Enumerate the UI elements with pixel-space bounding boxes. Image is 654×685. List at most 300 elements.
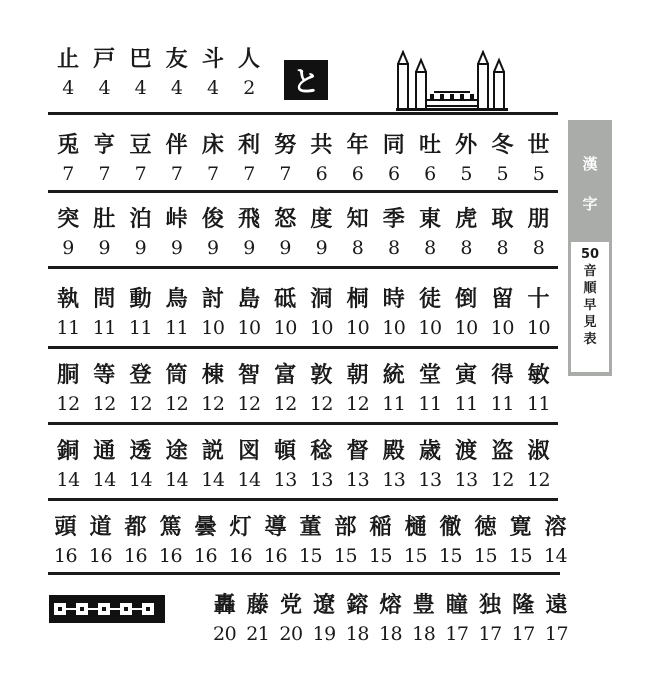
kanji: 外	[455, 132, 478, 158]
stroke-count: 10	[418, 317, 442, 339]
stroke-count: 9	[279, 237, 292, 259]
divider	[48, 422, 558, 425]
kanji-cell	[50, 438, 86, 492]
stroke-count: 16	[123, 545, 148, 567]
kanji: 敦	[310, 362, 333, 388]
kanji-cell	[303, 132, 339, 186]
kanji: 同	[382, 132, 405, 158]
side-tab-subtitle	[571, 242, 609, 372]
kanji-cell	[484, 362, 520, 416]
kanji-cell	[195, 132, 231, 186]
kanji-row	[208, 592, 573, 646]
kanji: 稲	[369, 514, 392, 540]
kanji-cell	[507, 592, 540, 646]
side-index-tab	[568, 120, 612, 376]
stroke-count: 9	[62, 237, 74, 259]
kanji: 取	[491, 206, 514, 232]
stroke-count: 11	[56, 317, 80, 339]
kanji: 寅	[455, 362, 478, 388]
kanji: 動	[129, 286, 152, 312]
stroke-count: 20	[213, 623, 237, 645]
kanji: 得	[491, 362, 514, 388]
stroke-count: 7	[207, 163, 219, 185]
kanji: 篤	[159, 514, 182, 540]
kanji: 世	[527, 132, 550, 158]
kanji: 朝	[346, 362, 369, 388]
kanji: 鎔	[346, 592, 369, 618]
divider	[48, 346, 558, 349]
kanji-cell	[50, 286, 86, 340]
kanji-cell	[86, 362, 122, 416]
kanji: 棟	[201, 362, 224, 388]
stroke-count: 16	[263, 545, 288, 567]
kanji-cell	[303, 206, 339, 260]
kanji: 淑	[527, 438, 550, 464]
kanji: 執	[57, 286, 80, 312]
stroke-count: 6	[387, 163, 400, 185]
kanji-cell	[231, 286, 267, 340]
kanji-cell	[448, 286, 484, 340]
kanji-row	[50, 438, 557, 492]
kanji: 友	[165, 46, 188, 72]
kanji-cell	[267, 286, 303, 340]
kanji-cell	[412, 206, 448, 260]
stroke-count: 15	[438, 545, 463, 567]
stroke-count: 8	[351, 237, 364, 259]
side-tab-sub-char: 早	[583, 298, 597, 313]
kanji-cell	[341, 592, 374, 646]
side-tab-sub-char: 50	[580, 247, 600, 262]
stroke-count: 12	[92, 393, 116, 415]
divider	[48, 190, 558, 193]
kanji-cell	[484, 438, 520, 492]
stroke-count: 17	[445, 623, 469, 645]
stroke-count: 21	[246, 623, 270, 645]
kanji: 東	[418, 206, 441, 232]
stroke-count: 7	[98, 163, 111, 185]
kanji: 智	[238, 362, 261, 388]
kanji-cell	[412, 132, 448, 186]
kanji: 遠	[545, 592, 568, 618]
stroke-count: 17	[478, 623, 502, 645]
kanji-cell	[50, 46, 86, 100]
kanji-cell	[303, 286, 339, 340]
kanji: 寛	[509, 514, 532, 540]
stroke-count: 16	[53, 545, 78, 567]
kanji-cell	[159, 46, 195, 100]
kanji-cell	[122, 132, 158, 186]
stroke-count: 9	[315, 237, 328, 259]
kanji-cell	[538, 514, 573, 568]
kanji: 遼	[313, 592, 336, 618]
stroke-count: 7	[170, 163, 183, 185]
stroke-count: 14	[237, 469, 261, 491]
kanji-cell	[267, 438, 303, 492]
kanji: 独	[479, 592, 502, 618]
stroke-count: 19	[312, 623, 336, 645]
stroke-count: 8	[424, 237, 436, 259]
stroke-count: 6	[315, 163, 328, 185]
kanji: 道	[89, 514, 112, 540]
kanji: 突	[57, 206, 80, 232]
side-tab-sub-char: 表	[583, 332, 597, 347]
kanji-row	[50, 206, 557, 260]
stroke-count: 12	[237, 393, 261, 415]
stroke-count: 14	[201, 469, 225, 491]
kanji: 虎	[455, 206, 478, 232]
kanji-cell	[48, 514, 83, 568]
stroke-count: 8	[387, 237, 400, 259]
stroke-count: 14	[128, 469, 153, 491]
kanji-cell	[86, 438, 122, 492]
kanji: 説	[201, 438, 224, 464]
kanji-cell	[86, 206, 122, 260]
kanji-cell	[159, 362, 195, 416]
kanji-cell	[340, 438, 376, 492]
divider	[48, 498, 558, 501]
kanji: 斗	[201, 46, 224, 72]
stroke-count: 18	[378, 623, 403, 645]
kanji-cell	[520, 362, 556, 416]
kanji-cell	[153, 514, 188, 568]
kanji-cell	[86, 132, 122, 186]
stroke-count: 13	[418, 469, 442, 491]
kanji: 部	[334, 514, 357, 540]
stroke-count: 14	[92, 469, 116, 491]
kanji-cell	[484, 132, 520, 186]
kanji-cell	[223, 514, 258, 568]
stroke-count: 15	[368, 545, 393, 567]
kanji-cell	[407, 592, 440, 646]
kanji: 途	[165, 438, 188, 464]
kanji: 胴	[57, 362, 80, 388]
stroke-count: 6	[351, 163, 364, 185]
stroke-count: 17	[544, 623, 569, 645]
kanji-cell	[340, 206, 376, 260]
tower-ornament-icon	[394, 50, 520, 112]
kanji-cell	[308, 592, 341, 646]
kanji-cell	[374, 592, 407, 646]
kanji: 努	[274, 132, 297, 158]
stroke-count: 9	[170, 237, 183, 259]
stroke-count: 2	[243, 77, 255, 99]
kanji-cell	[159, 286, 195, 340]
kanji: 豆	[129, 132, 152, 158]
divider	[48, 572, 560, 575]
kanji-cell	[340, 132, 376, 186]
stroke-count: 4	[98, 77, 111, 99]
kanji: 徳	[474, 514, 497, 540]
stroke-count: 4	[170, 77, 183, 99]
kanji: 知	[346, 206, 369, 232]
stroke-count: 10	[201, 317, 225, 339]
kanji-cell	[208, 592, 241, 646]
kanji: 伴	[165, 132, 188, 158]
kanji-cell	[328, 514, 363, 568]
kanji: 董	[299, 514, 322, 540]
stroke-count: 16	[158, 545, 183, 567]
stroke-count: 11	[92, 317, 116, 339]
kanji-row	[50, 286, 557, 340]
stroke-count: 12	[273, 393, 297, 415]
side-tab-title	[568, 120, 612, 240]
stroke-count: 11	[490, 393, 514, 415]
kanji-cell	[118, 514, 153, 568]
stroke-count: 9	[207, 237, 219, 259]
stroke-count: 11	[165, 317, 189, 339]
lattice-ornament-icon	[48, 594, 166, 624]
kanji: 砥	[274, 286, 297, 312]
kanji: 人	[238, 46, 261, 72]
kanji-cell	[195, 206, 231, 260]
kanji-cell	[520, 438, 556, 492]
stroke-count: 4	[134, 77, 147, 99]
kanji: 筒	[165, 362, 188, 388]
kanji-cell	[398, 514, 433, 568]
stroke-count: 15	[403, 545, 428, 567]
kanji-cell	[50, 132, 86, 186]
kanji-cell	[303, 438, 339, 492]
stroke-count: 13	[382, 469, 406, 491]
stroke-count: 20	[279, 623, 303, 645]
kanji: 頓	[274, 438, 297, 464]
kanji: 島	[238, 286, 261, 312]
divider	[48, 112, 558, 115]
stroke-count: 18	[345, 623, 369, 645]
kanji: 登	[129, 362, 152, 388]
kanji-cell	[448, 438, 484, 492]
stroke-count: 5	[460, 163, 472, 185]
kanji-cell	[484, 206, 520, 260]
stroke-count: 6	[424, 163, 436, 185]
stroke-count: 11	[526, 393, 551, 415]
kanji: 通	[93, 438, 116, 464]
kanji-cell	[231, 362, 267, 416]
stroke-count: 13	[346, 469, 370, 491]
stroke-count: 10	[490, 317, 514, 339]
kanji: 時	[382, 286, 405, 312]
stroke-count: 9	[134, 237, 147, 259]
kanji: 兎	[57, 132, 80, 158]
kanji-cell	[340, 362, 376, 416]
kanji: 床	[201, 132, 224, 158]
kanji: 季	[382, 206, 405, 232]
kanji-cell	[86, 286, 122, 340]
side-tab-title-char: 字	[582, 195, 598, 213]
kanji-cell	[258, 514, 293, 568]
header-chars	[50, 46, 267, 100]
kanji: 峠	[165, 206, 188, 232]
kanji-cell	[376, 286, 412, 340]
kanji-cell	[484, 286, 520, 340]
stroke-count: 9	[98, 237, 111, 259]
kanji: 敏	[527, 362, 550, 388]
kanji-cell	[195, 438, 231, 492]
kanji: 透	[129, 438, 152, 464]
kanji: 問	[93, 286, 116, 312]
side-tab-sub-char: 順	[583, 281, 597, 296]
kanji: 富	[274, 362, 297, 388]
kanji: 泊	[129, 206, 152, 232]
stroke-count: 10	[382, 317, 406, 339]
kanji-cell	[122, 46, 158, 100]
kanji-row	[50, 132, 557, 186]
kanji-cell	[231, 206, 267, 260]
kanji: 隆	[512, 592, 535, 618]
kanji: 怒	[274, 206, 297, 232]
stroke-count: 17	[511, 623, 535, 645]
stroke-count: 4	[207, 77, 219, 99]
kanji-cell	[376, 132, 412, 186]
stroke-count: 16	[193, 545, 218, 567]
kanji: 戸	[93, 46, 116, 72]
stroke-count: 12	[490, 469, 514, 491]
stroke-count: 11	[382, 393, 406, 415]
kanji: 灯	[229, 514, 252, 540]
kanji-cell	[520, 206, 556, 260]
kanji: 統	[382, 362, 405, 388]
kanji: 瞳	[445, 592, 468, 618]
kanji: 藤	[246, 592, 269, 618]
kanji-cell	[159, 206, 195, 260]
kanji-cell	[122, 206, 158, 260]
stroke-count: 15	[333, 545, 358, 567]
kanji: 共	[310, 132, 333, 158]
kanji-cell	[122, 286, 158, 340]
section-badge: と	[284, 60, 328, 100]
stroke-count: 8	[496, 237, 509, 259]
kanji: 銅	[57, 438, 80, 464]
stroke-count: 10	[237, 317, 261, 339]
kanji: 党	[279, 592, 302, 618]
stroke-count: 12	[201, 393, 225, 415]
stroke-count: 13	[454, 469, 478, 491]
kanji-cell	[503, 514, 538, 568]
kanji: 豊	[412, 592, 435, 618]
stroke-count: 12	[128, 393, 153, 415]
kanji: 討	[201, 286, 224, 312]
kanji-cell	[50, 206, 86, 260]
stroke-count: 14	[543, 545, 568, 567]
kanji: 吐	[418, 132, 441, 158]
kanji-cell	[195, 46, 231, 100]
stroke-count: 10	[309, 317, 333, 339]
kanji-cell	[433, 514, 468, 568]
kanji-cell	[195, 286, 231, 340]
kanji: 稔	[310, 438, 333, 464]
kanji-cell	[293, 514, 328, 568]
kanji-cell	[376, 438, 412, 492]
kanji: 止	[57, 46, 80, 72]
stroke-count: 12	[346, 393, 370, 415]
kanji: 徹	[439, 514, 462, 540]
kanji-cell	[231, 132, 267, 186]
kanji: 徒	[418, 286, 441, 312]
kanji-cell	[412, 362, 448, 416]
stroke-count: 16	[228, 545, 253, 567]
kanji: 洞	[310, 286, 333, 312]
stroke-count: 8	[460, 237, 472, 259]
kanji-cell	[520, 286, 556, 340]
kanji: 等	[93, 362, 116, 388]
kanji: 歳	[418, 438, 441, 464]
stroke-count: 18	[412, 623, 436, 645]
stroke-count: 7	[62, 163, 74, 185]
kanji-cell	[231, 438, 267, 492]
kanji: 飛	[238, 206, 261, 232]
kanji: 十	[527, 286, 550, 312]
stroke-count: 8	[532, 237, 545, 259]
kanji: 轟	[213, 592, 236, 618]
kanji-cell	[474, 592, 507, 646]
kanji: 溶	[544, 514, 567, 540]
kanji-cell	[241, 592, 274, 646]
side-tab-sub-char: 音	[583, 264, 597, 279]
kanji-cell	[122, 438, 158, 492]
stroke-count: 7	[134, 163, 147, 185]
kanji: 都	[124, 514, 147, 540]
divider	[48, 266, 558, 269]
stroke-count: 9	[243, 237, 255, 259]
side-tab-sub-char: 見	[583, 315, 597, 330]
kanji-cell	[86, 46, 122, 100]
stroke-count: 15	[298, 545, 323, 567]
kanji-cell	[448, 362, 484, 416]
stroke-count: 12	[165, 393, 189, 415]
kanji: 樋	[404, 514, 427, 540]
kanji: 督	[346, 438, 369, 464]
kanji: 倒	[455, 286, 478, 312]
kanji-cell	[376, 362, 412, 416]
kanji: 頭	[54, 514, 77, 540]
kanji-cell	[440, 592, 473, 646]
kanji-cell	[468, 514, 503, 568]
stroke-count: 4	[62, 77, 74, 99]
kanji: 冬	[491, 132, 514, 158]
kanji: 年	[346, 132, 369, 158]
stroke-count: 10	[346, 317, 370, 339]
kanji-cell	[231, 46, 267, 100]
stroke-count: 10	[454, 317, 478, 339]
kanji: 殿	[382, 438, 405, 464]
kanji: 熔	[379, 592, 402, 618]
kanji-cell	[520, 132, 556, 186]
kanji: 図	[238, 438, 261, 464]
stroke-count: 12	[526, 469, 551, 491]
kanji: 巴	[129, 46, 152, 72]
stroke-count: 10	[526, 317, 551, 339]
kanji-cell	[376, 206, 412, 260]
stroke-count: 11	[418, 393, 442, 415]
stroke-count: 5	[496, 163, 509, 185]
kanji-cell	[267, 206, 303, 260]
kanji: 留	[491, 286, 514, 312]
side-tab-title-char: 漢	[582, 155, 598, 173]
stroke-count: 15	[473, 545, 498, 567]
stroke-count: 10	[273, 317, 297, 339]
kanji-cell	[448, 206, 484, 260]
stroke-count: 14	[56, 469, 80, 491]
kanji-cell	[195, 362, 231, 416]
kanji-cell	[363, 514, 398, 568]
kanji-cell	[159, 132, 195, 186]
stroke-count: 16	[88, 545, 113, 567]
stroke-count: 7	[279, 163, 292, 185]
kanji-cell	[50, 362, 86, 416]
kanji-cell	[274, 592, 307, 646]
kanji-cell	[267, 132, 303, 186]
kanji: 導	[264, 514, 287, 540]
